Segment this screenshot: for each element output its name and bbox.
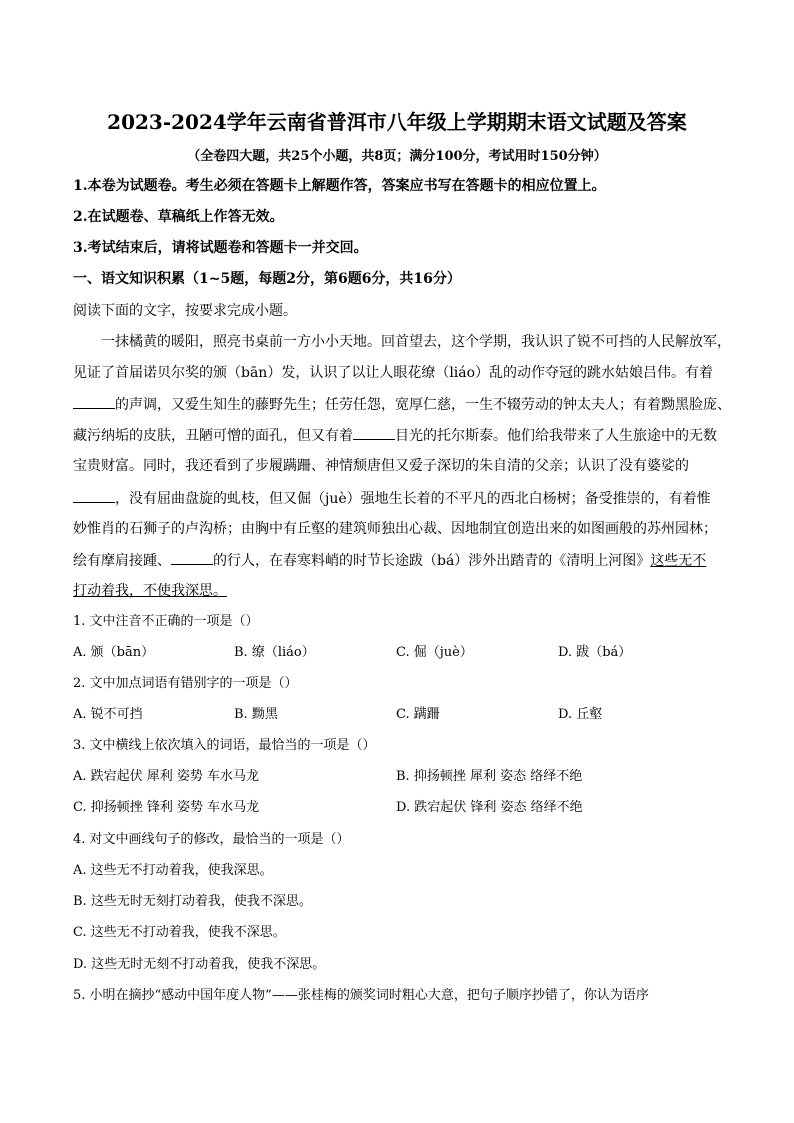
option-b: B. 抑扬顿挫 犀利 姿态 络绎不绝 — [396, 769, 583, 784]
passage-text: 的声调，又爱生知生的藤野先生；任劳任怨，宽厚仁慈，一生不辍劳动的钟太夫人；有着黝黑脸庞、 — [115, 397, 731, 413]
passage-line: 妙惟肖的石狮子的卢沟桥；由胸中有丘壑的建筑师独出心裁、因地制宜创造出来的如图画般的苏州园林； — [73, 521, 717, 537]
option-d: D. 丘壑 — [558, 707, 603, 722]
underlined-sentence: 这些无不 — [650, 553, 707, 569]
passage-text: 绘有摩肩接踵、 — [73, 553, 171, 569]
exam-info: （全卷四大题，共25个小题，共8页；满分100分，考试用时150分钟） — [187, 149, 607, 164]
question-5: 5. 小明在摘抄“感动中国年度人物”——张桂梅的颁奖词时粗心大意，把句子顺序抄错了，你认为语序 — [73, 988, 649, 1003]
passage-line — [73, 394, 731, 415]
option-a: A. 锐不可挡 — [73, 707, 143, 722]
passage-text: 藏污纳垢的皮肤，丑陋可憎的面孔，但又有着 — [73, 428, 353, 444]
question-2: 2. 文中加点词语有错别字的一项是（） — [73, 676, 298, 691]
option-a: A. 颁（bān） — [73, 645, 155, 660]
passage-line: 见证了首届诺贝尔奖的颁（bān）发，认识了以让人眼花缭（liáo）乱的动作夺冠的跳水姑娘吕伟。有着 — [73, 365, 714, 381]
instruction-2: 2.在试题卷、草稿纸上作答无效。 — [73, 209, 284, 225]
passage-line: 宝贵财富。同时，我还看到了步履蹒跚、神情颓唐但又爱子深切的朱自清的父亲；认识了没有婆娑的 — [73, 458, 689, 474]
option-d: D. 跌宕起伏 锋利 姿态 络绎不绝 — [396, 800, 583, 815]
option-c: C. 这些无不打动着我，使我不深思。 — [73, 925, 286, 940]
fill-blank — [73, 394, 115, 409]
question-4: 4. 对文中画线句子的修改，最恰当的一项是（） — [73, 832, 350, 847]
fill-blank — [171, 550, 213, 565]
option-c: C. 抑扬顿挫 锋利 姿势 车水马龙 — [73, 800, 260, 815]
section-heading: 一、语文知识积累（1~5题，每题2分，第6题6分，共16分） — [73, 271, 461, 287]
option-b: B. 黝黑 — [234, 707, 278, 722]
passage-text: ，没有屈曲盘旋的虬枝，但又倔（juè）强地生长着的不平凡的西北白杨树；备受推崇的，有着惟 — [115, 491, 711, 507]
reading-prompt: 阅读下面的文字，按要求完成小题。 — [73, 303, 297, 319]
option-c: C. 蹒跚 — [396, 707, 440, 722]
passage-text: 的行人，在春寒料峭的时节长途跋（bá）涉外出踏青的《清明上河图》 — [213, 553, 651, 569]
question-3: 3. 文中横线上依次填入的词语，最恰当的一项是（） — [73, 738, 376, 753]
option-a: A. 跌宕起伏 犀利 姿势 车水马龙 — [73, 769, 260, 784]
passage-line — [73, 550, 706, 571]
option-d: D. 这些无时无刻不打动着我，使我不深思。 — [73, 957, 326, 972]
instruction-3: 3.考试结束后，请将试题卷和答题卡一并交回。 — [73, 240, 368, 256]
passage-line — [73, 425, 717, 446]
option-b: B. 这些无时无刻打动着我，使我不深思。 — [73, 894, 312, 909]
option-b: B. 缭（liáo） — [234, 645, 315, 660]
option-d: D. 跋（bá） — [558, 645, 632, 660]
passage-line: 一抹橘黄的暖阳，照亮书桌前一方小小天地。回首望去，这个学期，我认识了锐不可挡的人民解放军， — [101, 334, 731, 350]
fill-blank — [73, 488, 115, 503]
document-title: 2023-2024学年云南省普洱市八年级上学期期末语文试题及答案 — [107, 110, 687, 134]
passage-text: 目光的托尔斯泰。他们给我带来了人生旅途中的无数 — [395, 428, 717, 444]
passage-line — [73, 488, 711, 509]
option-c: C. 倔（juè） — [396, 645, 473, 660]
question-1: 1. 文中注音不正确的一项是（） — [73, 614, 259, 629]
fill-blank — [353, 425, 395, 440]
underlined-sentence: 打动着我，不使我深思。 — [73, 583, 227, 599]
instruction-1: 1.本卷为试题卷。考生必须在答题卡上解题作答，答案应书写在答题卡的相应位置上。 — [73, 178, 606, 194]
option-a: A. 这些无不打动着我，使我深思。 — [73, 863, 273, 878]
